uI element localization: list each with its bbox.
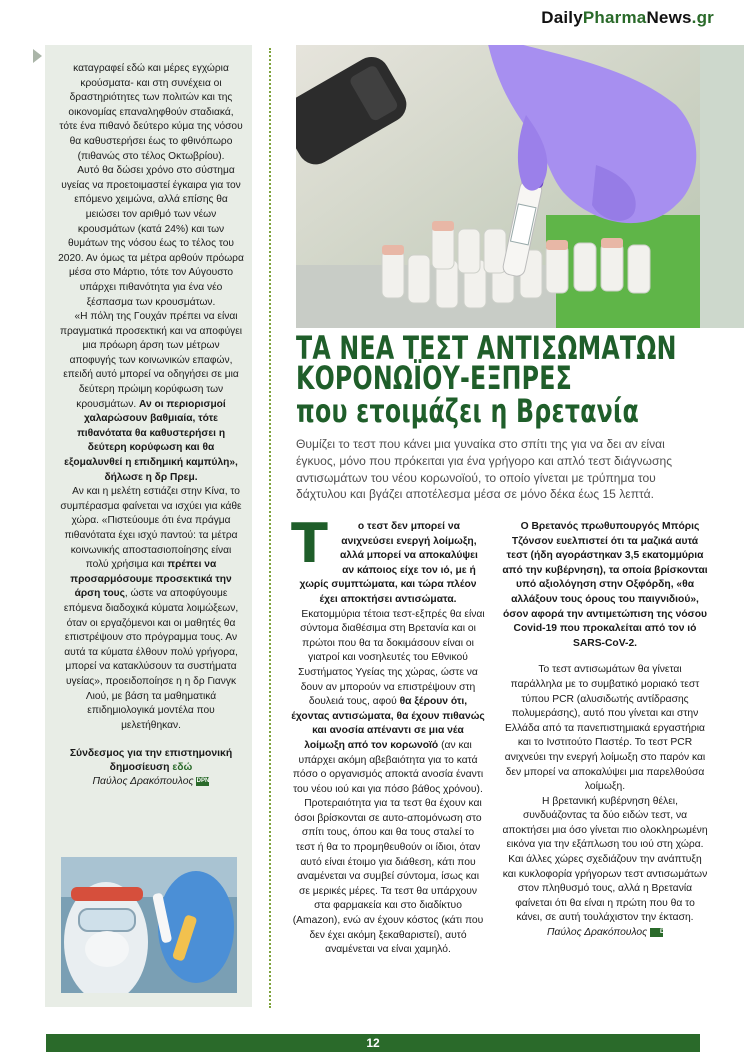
right-accent-band xyxy=(700,45,744,328)
sidebar-paragraph: «Η πόλη της Γουχάν πρέπει να είναι πραγματικά προσεκτική και να αποφύγει μια πρόωρη άρση των μέτρων αποφυγής των κοινωνικών επαφών, επειδή αυτό μπορεί να οδηγήσει σε μια δεύτερη πρώιμη κορύφωση των κρουσμάτων. Αν οι περιορισμοί χαλαρώσουν βαθμιαία, τότε πιθανότατα θα καθυστερήσει η δεύτερη κορύφωση και θα εξομαλυνθεί η επιδημική καμπύλη», δήλωσε η δρ Πρεμ. xyxy=(59,311,243,483)
publication-link[interactable]: Σύνδεσμος για την επιστημονική δημοσίευση εδώ xyxy=(69,748,233,774)
body-paragraph: Το τεστ αντισωμάτων θα γίνεται παράλληλα με το συμβατικό μοριακό τεστ τύπου PCR (αλυσιδωτής αντίδρασης πολυμεράσης), αυτό που γίνεται και στην Ελλάδα από τα πανεπιστημιακά εργαστήρια και το Ινστιτούτο Παστέρ. Το τεστ PCR ανιχνεύει την ενεργή λοίμωξη στο παρόν και δεν μπορεί να αποκαλύψει μια παρελθούσα λοίμωξη. xyxy=(504,664,706,793)
article-lead: Θυμίζει το τεστ που κάνει μια γυναίκα στο σπίτι της για να δει αν είναι έγκυος, μόνο που πρόκειται για ένα γρήγορο και απλό τεστ διάγνωσης αντισωμάτων του νέου κορωνοϊού, το οποίο γίνεται με τρύπημα του δάχτυλου και βγάζει αποτέλεσμα μέσα σε μόνο δέκα έως 15 λεπτά. xyxy=(296,437,673,502)
column-divider xyxy=(269,48,271,1008)
dpn-logo-icon: DPN xyxy=(650,928,663,937)
body-paragraph: Η βρετανική κυβέρνηση θέλει, συνδυάζοντας τα δύο ειδών τεστ, να αποκτήσει μια όσο γίνεται πιο ολοκληρωμένη εικόνα για την εξάπλωση του ιού στη χώρα. Και άλλες χώρες σχεδιάζουν την ανάπτυξη και κυκλοφορία γρήγορων τεστ αντισωμάτων στον πληθυσμό τους, αλλά η Βρετανία φαίνεται ότι θα είναι η πρώτη που θα το κάνει, σε αυτή τουλάχιστον την έκταση. Παύλος Δρακόπουλος DPN xyxy=(502,795,708,939)
article-column-1 xyxy=(291,512,485,958)
drop-cap: Τ xyxy=(291,512,328,575)
sidebar-article-continuation xyxy=(45,45,252,1007)
body-paragraph: Εκατομμύρια τέτοια τεστ-εξπρές θα είναι σύντομα διαθέσιμα στη Βρετανία και οι πρώτοι που θα τα δοκιμάσουν είναι οι γιατροί και νοσηλευτές του Εθνικού Συστήματος Υγείας της χώρας, ώστε να δουν αν μπορούν να επιστρέψουν στη δουλειά τους, αφού θα ξέρουν ότι, έχοντας αντισώματα, θα έχουν πιθανώς και ανοσία απέναντι σε μια νέα λοίμωξη από τον κορωνοϊό (αν και υπάρχει ακόμη αβεβαιότητα για το κατά πόσο ο οργανισμός αποκτά ανοσία έναντι του νέου ιού και για πόσο βάθος χρόνου). xyxy=(291,608,485,795)
lab-worker-photo xyxy=(61,857,237,993)
intro-paragraph: ο τεστ δεν μπορεί να ανιχνεύσει ενεργή λοίμωξη, αλλά μπορεί να αποκαλύψει αν κάποιος είχε τον ιό, με ή χωρίς συμπτώματα, και τώρα πλέον έχει αποκτήσει αντισώματα. xyxy=(299,521,478,605)
headline-line-2: ΚΟΡΟΝΩΪΟΥ-ΕΞΠΡΕΣ xyxy=(296,359,573,397)
article-column-2 xyxy=(502,520,708,941)
body-paragraph: Προτεραιότητα για τα τεστ θα έχουν και όσοι βρίσκονται σε αυτο-απομόνωση στο σπίτι τους, όπου και θα τους σταλεί το τεστ ή θα το προμηθευθούν οι ίδιοι, όταν αυτό είναι έτοιμο για διάθεση, κάτι που αναμένεται να συμβεί σύντομα, ίσως και σε μερικές μέρες. Τα τεστ θα υπάρχουν στα φαρμακεία και στο διαδίκτυο (Amazon), ενώ αν έχουν κόστος (κάτι που δεν έχει ακόμη ξεκαθαριστεί), αυτό αναμένεται να είναι χαμηλό. xyxy=(292,798,484,956)
site-brand: DailyPharmaNews.gr xyxy=(541,8,714,27)
body-paragraph: Ο Βρετανός πρωθυπουργός Μπόρις Τζόνσον ευελπιστεί ότι τα μαζικά αυτά τεστ (ήδη αγοράστηκαν 3,5 εκατομμύρια από την κυβέρνηση), τα οποία βρίσκονται υπό αξιολόγηση στην Οξφόρδη, «θα αλλάξουν τους όρους του παιγνιδιού», όσον αφορά την αντιμετώπιση της νόσου Covid-19 που προκαλείται από τον ιό SARS-CoV-2. xyxy=(502,521,708,649)
page-number: 12 xyxy=(366,1036,380,1050)
sidebar-paragraph: Αυτό θα δώσει χρόνο στο σύστημα υγείας να προετοιμαστεί έγκαιρα για τον επόμενο χειμώνα, αλλά επίσης θα μειώσει τον αριθμό των νέων κρουσμάτων (κατά 24%) και των θυμάτων της νόσου έως το τέλος του 2020. Αν όμως τα μέτρα αρθούν πρόωρα μέσα στο Μάρτιο, τότε τον Αύγουστο υπάρχει πιθανότητα για ένα νέο ξέσπασμα των κρουσμάτων. xyxy=(58,165,244,308)
article-headline xyxy=(296,329,677,430)
page-footer xyxy=(46,1034,700,1052)
article-author: Παύλος Δρακόπουλος xyxy=(546,927,648,939)
sidebar-paragraph: καταγραφεί εδώ και μέρες εγχώρια κρούσματα- και στη συνέχεια οι δραστηριότητες των πολιτών και της οικονομίας επαναληφθούν σταδιακά, τότε ένα πιθανό δεύτερο κύμα της νόσου θα καθυστερήσει έως το φθινόπωρο (πιθανώς στο τέλος Οκτωβρίου). xyxy=(59,63,243,162)
headline-line-3: που ετοιμάζει η Βρετανία xyxy=(296,392,639,430)
hero-photo-test-tubes xyxy=(296,45,700,328)
publication-link-word[interactable]: εδώ xyxy=(172,762,193,774)
sidebar-author: Παύλος Δρακόπουλος DPN xyxy=(92,776,210,788)
continuation-arrow-icon xyxy=(33,49,42,63)
sidebar-text xyxy=(58,62,244,790)
sidebar-paragraph: Αν και η μελέτη εστιάζει στην Κίνα, το συμπέρασμα φαίνεται να ισχύει για κάθε χώρα. «Πιστεύουμε ότι ένα πράγμα πιθανότατα έχει ισχύ παντού: τα μέτρα κοινωνικής αποστασιοποίησης είναι πολύ χρήσιμα και πρέπει να προσαρμόσουμε προσεκτικά την άρση τους, ώστε να αποφύγουμε επόμενα διαδοχικά κύματα λοιμώξεων, όταν οι εργαζόμενοι και οι μαθητές θα επιστρέψουν στο πρόγραμμα τους. Αν αυτά τα κύματα έλθουν πολύ γρήγορα, μπορεί να κατακλύσουν τα συστήματα υγείας», προειδοποίησε η η δρ Γιανγκ Λιού, με βάση τα μαθηματικά επιδημιολογικά μοντέλα που μελετήθηκαν. xyxy=(60,486,242,731)
headline-line-1: ΤΑ ΝΕΑ ΤΕΣΤ ΑΝΤΙΣΩΜΑΤΩΝ xyxy=(296,329,677,367)
dpn-logo-icon: DPN xyxy=(196,778,210,785)
